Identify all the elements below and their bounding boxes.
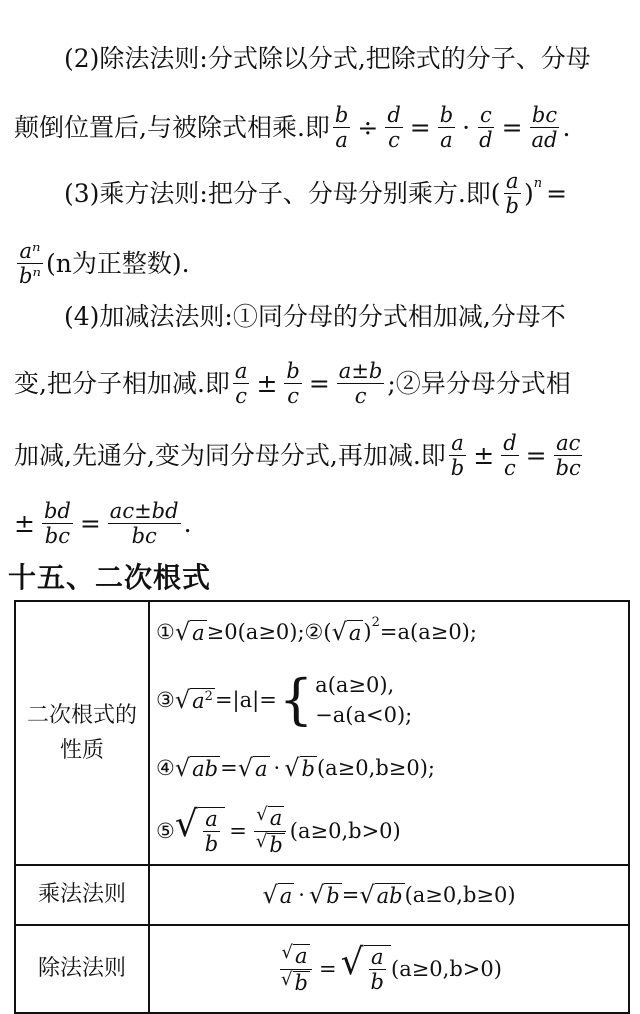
divide-sign: ÷ <box>357 113 379 143</box>
property-4 <box>156 738 622 798</box>
sqrt: √ $a^2$ <box>174 685 213 714</box>
close-paren: ) <box>524 179 534 209</box>
division-rule-text: (2)除法法则:分式除以分式,把除式的分子、分母 <box>64 44 591 73</box>
add-sub-rule-text-2: 变,把分子相加减.即 <box>14 369 230 399</box>
fraction: $\frac{b}{a}$ <box>334 103 349 153</box>
equals-sign: = <box>501 113 523 143</box>
fraction: $\frac{d}{c}$ <box>387 103 401 153</box>
table-row <box>15 925 629 1013</box>
equals-sign: = <box>341 883 360 907</box>
marker: ④ <box>156 756 175 780</box>
property-1-2 <box>156 602 622 662</box>
add-sub-rule-line-2 <box>14 360 632 407</box>
equals-sign: = <box>525 441 547 471</box>
table-row <box>15 601 629 865</box>
equals-sign: = <box>79 509 101 539</box>
fraction: √ a √ b <box>279 943 312 994</box>
fraction: $\frac{b}{c}$ <box>286 359 300 409</box>
fraction: $\frac{bc}{ad}$ <box>531 103 558 153</box>
plus-minus-sign: ± <box>473 441 495 471</box>
add-sub-rule-line-3 <box>14 432 632 479</box>
period: . <box>183 509 192 539</box>
multiply-dot: · <box>273 756 281 780</box>
marker: ① <box>156 620 175 644</box>
fraction: $\frac{\text{aⁿ}}{\text{bⁿ}}$ <box>19 239 41 289</box>
division-cell <box>149 925 629 1013</box>
sqrt: √ $\frac{a}{b}$ <box>175 807 225 855</box>
multiply-dot: · <box>462 113 471 143</box>
add-sub-rule-line-4 <box>14 500 632 547</box>
fraction: $\frac{a}{b}$ <box>505 169 519 219</box>
division-rule <box>156 927 622 1011</box>
sqrt: √ ab <box>174 753 219 782</box>
fraction: $\frac{ac}{bc}$ <box>555 431 581 481</box>
equals-sign: = <box>308 369 330 399</box>
sqrt: √ ab <box>359 880 403 909</box>
sqrt: √ b <box>308 880 340 909</box>
row-label-multiplication: 乘法法则 <box>15 865 149 925</box>
cases <box>315 670 412 731</box>
power-rule-line-2 <box>14 240 632 287</box>
fraction: $\frac{c}{d}$ <box>479 103 493 153</box>
case-1: a(a≥0), <box>315 672 395 697</box>
text: (a≥0,b>0) <box>391 957 502 981</box>
division-rule-line-1 <box>14 46 632 71</box>
fraction: $\frac{a}{b}$ <box>450 431 465 481</box>
sqrt: √ a <box>174 617 205 646</box>
text: = <box>220 756 238 780</box>
text: (a≥0,b≥0); <box>316 756 435 780</box>
exponent: 2 <box>371 614 380 630</box>
marker: ③ <box>156 688 175 712</box>
sqrt: √ a <box>331 617 362 646</box>
section-heading: 十五、二次根式 <box>8 561 212 594</box>
multiplication-cell <box>149 865 629 925</box>
row-label-properties: 二次根式的性质 <box>15 601 149 865</box>
equals-sign: = <box>409 113 431 143</box>
power-rule-text: (3)乘方法则:把分子、分母分别乘方.即( <box>64 179 501 209</box>
equals-sign: = <box>229 819 247 843</box>
plus-minus-sign: ± <box>14 509 35 539</box>
property-3 <box>156 662 622 738</box>
add-sub-rule-text-3: 加减,先通分,变为同分母分式,再加减.即 <box>14 441 446 471</box>
division-rule-line-2 <box>14 104 632 151</box>
sqrt: √ $\frac{a}{b}$ <box>341 945 391 993</box>
case-2: −a(a<0); <box>315 703 413 727</box>
text: ) <box>363 620 372 644</box>
fraction: $\frac{bd}{bc}$ <box>43 499 71 549</box>
equals-sign: = <box>318 957 337 981</box>
multiplication-rule <box>156 867 622 923</box>
text: ≥0(a≥0);②( <box>206 620 332 644</box>
power-rule-line-1 <box>14 170 632 217</box>
row-label-division: 除法法则 <box>15 925 149 1013</box>
add-sub-rule-text: (4)加减法法则:①同分母的分式相加减,分母不 <box>64 302 566 331</box>
fraction: $\frac{b}{a}$ <box>439 103 454 153</box>
fraction: √ a √ b <box>254 805 287 856</box>
properties-cell <box>149 601 629 865</box>
radical-properties-table <box>14 600 630 1014</box>
text: =a(a≥0); <box>379 620 477 644</box>
property-5 <box>156 798 622 864</box>
fraction: $\frac{a}{c}$ <box>234 359 248 409</box>
table-row <box>15 865 629 925</box>
sqrt: √ b <box>284 753 315 782</box>
text: =|a|= <box>214 688 277 712</box>
add-sub-rule-tail: ;②异分母分式相 <box>387 369 571 399</box>
exponent: n <box>533 176 543 192</box>
fraction: $\frac{d}{c}$ <box>503 431 517 481</box>
fraction: $\frac{a\pm b}{c}$ <box>338 359 383 409</box>
text: (a≥0,b>0) <box>289 819 401 843</box>
fraction: $\frac{ac\pm bd}{bc}$ <box>109 499 179 549</box>
add-sub-rule-line-1 <box>14 304 632 329</box>
multiply-dot: · <box>298 883 305 907</box>
text: (a≥0,b≥0) <box>404 883 516 907</box>
marker: ⑤ <box>156 819 175 843</box>
sqrt: √ a <box>262 880 293 909</box>
equals-sign: = <box>546 179 568 209</box>
plus-minus-sign: ± <box>256 369 278 399</box>
division-rule-text-2: 颠倒位置后,与被除式相乘.即 <box>14 113 330 143</box>
sqrt: √ a <box>237 753 268 782</box>
period: . <box>562 113 571 143</box>
left-brace-icon: { <box>278 668 314 731</box>
power-rule-tail: (n为正整数). <box>45 249 190 279</box>
